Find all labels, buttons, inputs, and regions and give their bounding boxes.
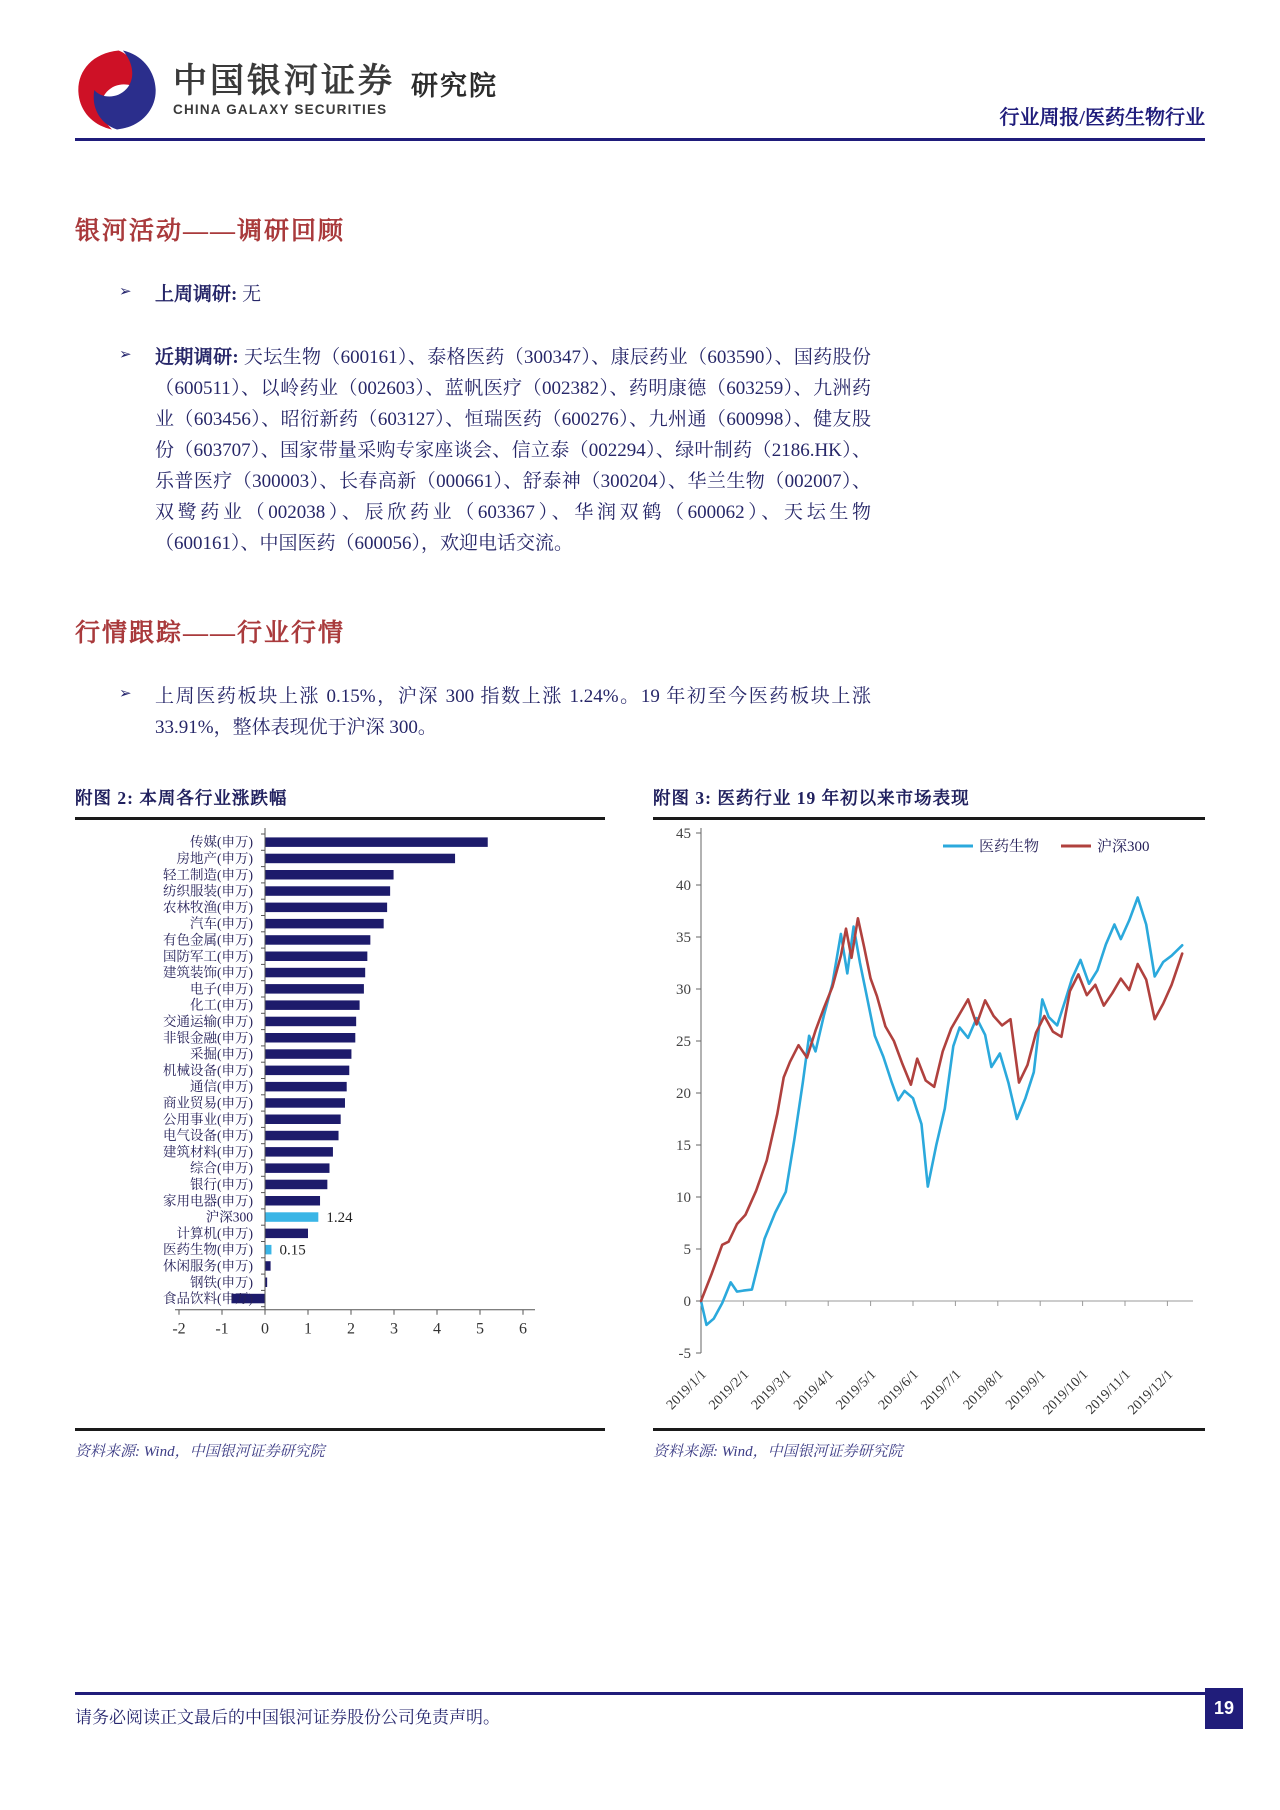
bullet-last-week <box>75 279 1205 310</box>
svg-text:6: 6 <box>519 1320 527 1338</box>
svg-text:-5: -5 <box>678 1345 691 1362</box>
svg-text:2019/8/1: 2019/8/1 <box>960 1366 1007 1413</box>
svg-text:2019/4/1: 2019/4/1 <box>791 1366 838 1413</box>
market-summary-text: 上周医药板块上涨 0.15%，沪深 300 指数上涨 1.24%。19 年初至今医药板块上涨 33.91%，整体表现优于沪深 300。 <box>155 685 871 738</box>
svg-text:0: 0 <box>261 1320 269 1338</box>
svg-text:电气设备(申万): 电气设备(申万) <box>163 1127 253 1143</box>
svg-text:采掘(申万): 采掘(申万) <box>190 1046 253 1062</box>
svg-text:2: 2 <box>347 1320 355 1338</box>
svg-text:20: 20 <box>676 1085 691 1102</box>
last-week-value: 无 <box>242 283 262 305</box>
svg-text:综合(申万): 综合(申万) <box>190 1160 253 1176</box>
svg-text:-1: -1 <box>215 1320 229 1338</box>
figure-market-performance <box>653 785 1205 1461</box>
company-logo <box>75 48 498 132</box>
svg-text:商业贸易(申万): 商业贸易(申万) <box>163 1094 253 1110</box>
logo-chinese-name: 中国银河证券 <box>173 62 395 100</box>
figure2-title: 附图 2: 本周各行业涨跌幅 <box>75 787 288 808</box>
svg-text:农林牧渔(申万): 农林牧渔(申万) <box>163 899 253 915</box>
svg-text:2019/1/1: 2019/1/1 <box>664 1366 710 1413</box>
svg-text:2019/10/1: 2019/10/1 <box>1040 1366 1092 1418</box>
svg-text:电子(申万): 电子(申万) <box>190 980 253 996</box>
svg-text:2019/6/1: 2019/6/1 <box>876 1366 922 1413</box>
svg-text:5: 5 <box>683 1241 691 1258</box>
svg-text:机械设备(申万): 机械设备(申万) <box>163 1062 253 1078</box>
bullet-recent-visits <box>75 342 1205 559</box>
svg-text:1: 1 <box>304 1320 312 1338</box>
svg-text:35: 35 <box>676 929 691 946</box>
last-week-label: 上周调研: <box>155 283 238 305</box>
svg-text:建筑材料(申万): 建筑材料(申万) <box>163 1143 253 1159</box>
figure3-title: 附图 3: 医药行业 19 年初以来市场表现 <box>653 787 970 808</box>
svg-text:2019/12/1: 2019/12/1 <box>1125 1366 1177 1418</box>
footer-divider <box>75 1692 1205 1695</box>
svg-text:沪深300: 沪深300 <box>1097 838 1150 855</box>
svg-text:1.24: 1.24 <box>326 1209 353 1226</box>
svg-text:建筑装饰(申万): 建筑装饰(申万) <box>163 964 253 980</box>
svg-text:钢铁(申万): 钢铁(申万) <box>190 1274 253 1290</box>
report-body <box>75 211 1205 743</box>
galaxy-swirl-icon <box>75 48 159 132</box>
svg-text:化工(申万): 化工(申万) <box>190 997 253 1013</box>
svg-text:食品饮料(申万): 食品饮料(申万) <box>163 1290 253 1306</box>
svg-text:5: 5 <box>476 1320 484 1338</box>
svg-text:25: 25 <box>676 1033 691 1050</box>
svg-text:2019/9/1: 2019/9/1 <box>1003 1366 1050 1413</box>
svg-text:通信(申万): 通信(申万) <box>190 1078 253 1094</box>
svg-text:家用电器(申万): 家用电器(申万) <box>163 1192 253 1208</box>
header-divider <box>75 138 1205 141</box>
svg-text:2019/2/1: 2019/2/1 <box>706 1366 753 1413</box>
footer-disclaimer: 请务必阅读正文最后的中国银河证券股份公司免责声明。 <box>75 1708 500 1727</box>
page-header <box>75 48 1205 141</box>
svg-text:沪深300: 沪深300 <box>205 1209 253 1225</box>
svg-text:0.15: 0.15 <box>279 1242 306 1259</box>
svg-text:4: 4 <box>433 1320 441 1338</box>
svg-text:10: 10 <box>676 1189 691 1206</box>
report-type-label: 行业周报/医药生物行业 <box>999 107 1205 129</box>
svg-text:交通运输(申万): 交通运输(申万) <box>163 1013 253 1029</box>
figure3-bottom-rule <box>653 1428 1205 1431</box>
svg-text:计算机(申万): 计算机(申万) <box>176 1225 253 1241</box>
svg-text:-2: -2 <box>172 1320 186 1338</box>
svg-text:医药生物(申万): 医药生物(申万) <box>163 1241 253 1257</box>
svg-text:45: 45 <box>676 825 691 842</box>
bullet-arrow-icon: ➢ <box>119 346 132 363</box>
section-title-market: 行情跟踪——行业行情 <box>75 619 346 647</box>
figure2-source: 资料来源: Wind，中国银河证券研究院 <box>75 1443 325 1460</box>
recent-visits-label: 近期调研: <box>155 346 239 368</box>
bullet-arrow-icon: ➢ <box>119 283 132 300</box>
figure-industry-change <box>75 785 605 1461</box>
svg-text:15: 15 <box>676 1137 691 1154</box>
svg-text:2019/3/1: 2019/3/1 <box>748 1366 795 1413</box>
svg-text:40: 40 <box>676 877 691 894</box>
svg-text:30: 30 <box>676 981 691 998</box>
bullet-market-summary <box>75 681 1205 743</box>
svg-text:房地产(申万): 房地产(申万) <box>176 850 253 866</box>
svg-text:轻工制造(申万): 轻工制造(申万) <box>163 866 253 882</box>
logo-english-name: CHINA GALAXY SECURITIES <box>173 102 388 117</box>
section-title-activity: 银河活动——调研回顾 <box>75 217 346 245</box>
svg-text:0: 0 <box>683 1293 691 1310</box>
figure2-bottom-rule <box>75 1428 605 1431</box>
svg-text:3: 3 <box>390 1320 398 1338</box>
industry-bar-chart <box>75 820 605 1428</box>
svg-text:汽车(申万): 汽车(申万) <box>190 915 253 931</box>
svg-text:有色金属(申万): 有色金属(申万) <box>163 931 253 947</box>
svg-text:纺织服装(申万): 纺织服装(申万) <box>163 883 253 899</box>
page-number-badge: 19 <box>1205 1688 1243 1729</box>
svg-text:2019/11/1: 2019/11/1 <box>1083 1366 1134 1418</box>
logo-institute-label: 研究院 <box>411 70 498 101</box>
figures-row <box>75 785 1205 1461</box>
svg-text:传媒(申万): 传媒(申万) <box>190 834 253 850</box>
svg-text:银行(申万): 银行(申万) <box>190 1176 253 1192</box>
svg-text:2019/5/1: 2019/5/1 <box>833 1366 880 1413</box>
svg-text:公用事业(申万): 公用事业(申万) <box>163 1111 253 1127</box>
svg-text:休闲服务(申万): 休闲服务(申万) <box>163 1257 253 1273</box>
market-line-chart <box>653 820 1205 1428</box>
bullet-arrow-icon: ➢ <box>119 685 132 702</box>
svg-text:非银金融(申万): 非银金融(申万) <box>163 1029 253 1045</box>
svg-text:国防军工(申万): 国防军工(申万) <box>163 948 253 964</box>
recent-visits-text: 天坛生物（600161）、泰格医药（300347）、康辰药业（603590）、国药股份（600511）、以岭药业（002603）、蓝帆医疗（002382）、药明康德（603259）、九洲药业（603456）、昭衍新药（603127）、恒瑞医药（600276）、九州通（600998）、健友股份（603707）、国家带量采购专家座谈会、信立泰（002294）、绿叶制药（2186.HK）、乐普医疗（300003）、长春高新（000661）、舒泰神（300204）、华兰生物（002007）、双鹭药业（002038）、辰欣药业（603367）、华润双鹤（600062）、天坛生物（600161）、中国医药（600056），欢迎电话交流。 <box>155 346 872 554</box>
figure3-source: 资料来源: Wind，中国银河证券研究院 <box>653 1443 903 1460</box>
svg-text:医药生物: 医药生物 <box>979 838 1040 855</box>
svg-text:2019/7/1: 2019/7/1 <box>918 1366 965 1413</box>
